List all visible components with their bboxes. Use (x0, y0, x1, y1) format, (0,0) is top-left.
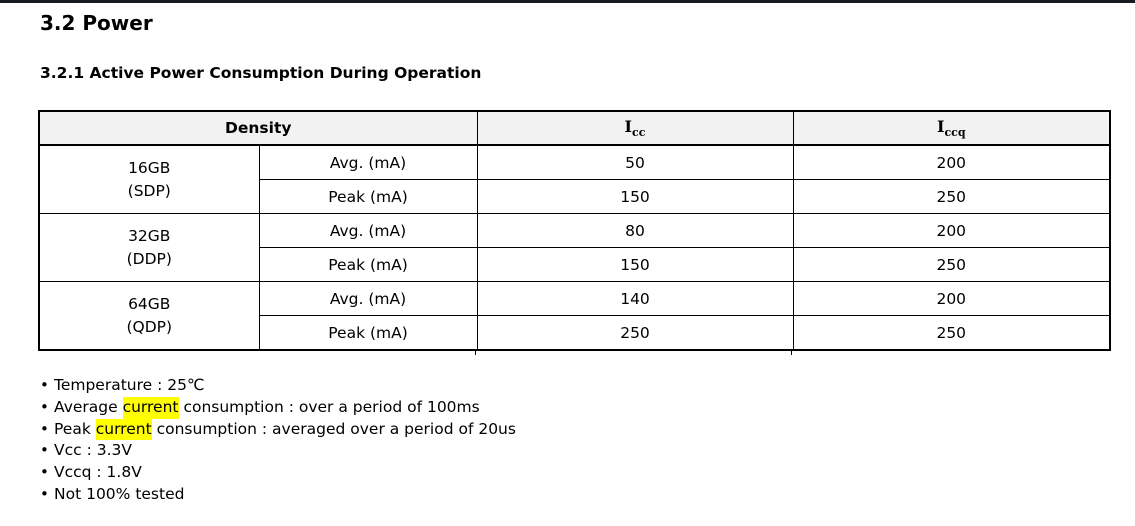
icc-value-cell: 140 (477, 282, 793, 316)
icc-column-header (477, 111, 793, 145)
bullet-icon: • (40, 419, 49, 438)
subsection-title: 3.2.1 Active Power Consumption During Operation (40, 64, 482, 82)
icc-value-cell: 50 (477, 145, 793, 180)
bullet-icon: • (40, 484, 49, 503)
iccq-value-cell: 250 (793, 316, 1110, 351)
density-package: (QDP) (126, 317, 173, 336)
metric-cell: Avg. (mA) (259, 282, 477, 316)
iccq-value-cell: 250 (793, 248, 1110, 282)
table-row (39, 145, 1110, 180)
bullet-icon: • (40, 397, 49, 416)
iccq-value-cell: 200 (793, 145, 1110, 180)
table-column-tick (475, 350, 476, 355)
note-vccq: • Vccq : 1.8V (40, 462, 516, 484)
table-row (39, 282, 1110, 316)
iccq-symbol: $I_{ccq}$ (936, 117, 966, 139)
table-column-tick (791, 350, 792, 355)
bullet-icon: • (40, 441, 49, 460)
density-cell-64gb (39, 282, 259, 351)
density-column-header: Density (39, 111, 477, 145)
iccq-value-cell: 200 (793, 282, 1110, 316)
table-row (39, 214, 1110, 248)
note-not-tested: • Not 100% tested (40, 484, 516, 506)
iccq-column-header (793, 111, 1110, 145)
icc-symbol: $I_{cc}$ (624, 117, 646, 139)
density-value: 16GB (128, 158, 171, 177)
metric-cell: Peak (mA) (259, 316, 477, 351)
section-title: 3.2 Power (40, 11, 153, 35)
note-average-current: • Average current consumption : over a period of 100ms (40, 397, 516, 419)
metric-cell: Avg. (mA) (259, 145, 477, 180)
metric-cell: Peak (mA) (259, 180, 477, 214)
page-top-border (0, 0, 1135, 3)
density-value: 64GB (128, 294, 171, 313)
bullet-icon: • (40, 463, 49, 482)
power-consumption-table (38, 110, 1111, 351)
iccq-value-cell: 200 (793, 214, 1110, 248)
density-package: (SDP) (127, 181, 171, 200)
bullet-icon: • (40, 376, 49, 394)
note-vcc: • Vcc : 3.3V (40, 440, 516, 462)
icc-value-cell: 80 (477, 214, 793, 248)
metric-cell: Avg. (mA) (259, 214, 477, 248)
density-package: (DDP) (126, 249, 172, 268)
density-cell-32gb (39, 214, 259, 282)
highlighted-text: current (96, 419, 152, 441)
iccq-value-cell: 250 (793, 180, 1110, 214)
highlighted-text: current (123, 397, 179, 419)
density-cell-16gb (39, 145, 259, 214)
note-peak-current: • Peak current consumption : averaged over a period of 20us (40, 419, 516, 441)
table-header-row (39, 111, 1110, 145)
metric-cell: Peak (mA) (259, 248, 477, 282)
icc-value-cell: 250 (477, 316, 793, 351)
notes-list (40, 375, 516, 506)
density-value: 32GB (128, 226, 171, 245)
icc-value-cell: 150 (477, 180, 793, 214)
note-temperature: • Temperature : 25℃ (40, 375, 516, 397)
icc-value-cell: 150 (477, 248, 793, 282)
